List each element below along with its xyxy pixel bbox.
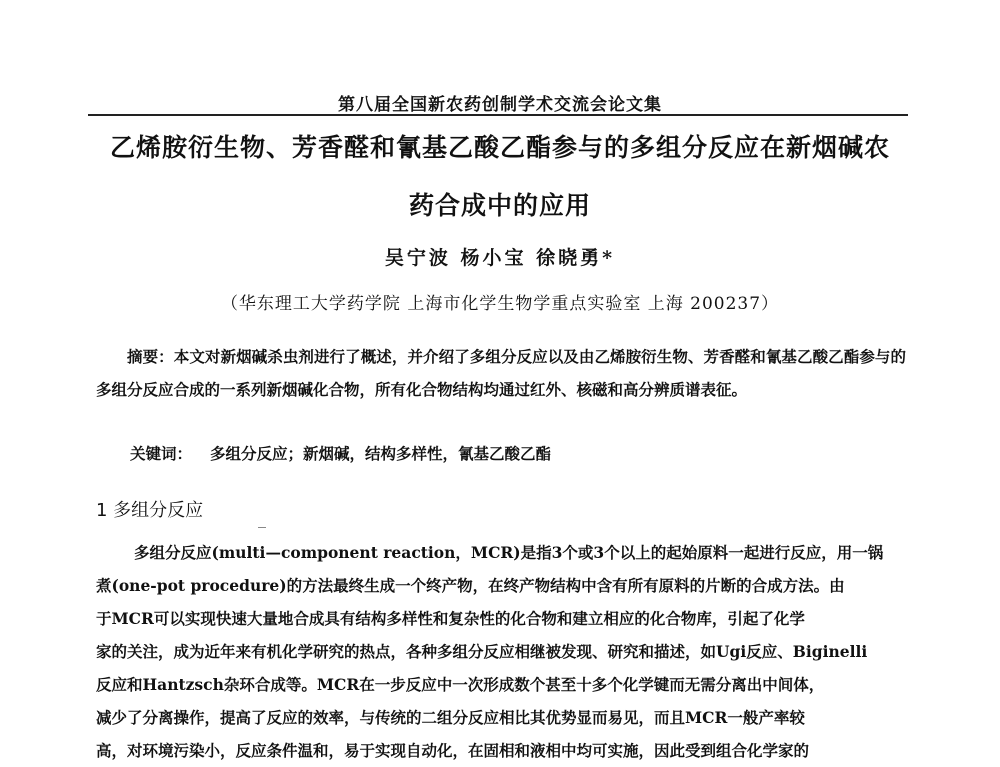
abstract: 摘要：本文对新烟碱杀虫剂进行了概述，并介绍了多组分反应以及由乙烯胺衍生物、芳香醛和氰基乙酸乙酯参与的多组分反应合成的一系列新烟碱化合物，所有化合物结构均通过红外、核磁和高分辨质谱表征。 — [96, 347, 906, 399]
section-heading: 1 多组分反应 — [96, 500, 204, 521]
affiliation: （华东理工大学药学院 上海市化学生物学重点实验室 上海 200237） — [220, 294, 780, 314]
paper-title-line-2: 药合成中的应用 — [408, 191, 591, 220]
body-line: 高，对环境污染小，反应条件温和，易于实现自动化，在固相和液相中均可实施，因此受到组合化学家的 — [96, 741, 810, 760]
header-rule — [88, 114, 908, 116]
running-header: 第八届全国新农药创制学术交流会论文集 — [338, 95, 662, 115]
section-body — [96, 536, 906, 767]
body-line: 多组分反应(multi—component reaction，MCR)是指3个或3个以上的起始原料一起进行反应，用一锅 — [134, 543, 884, 562]
keywords-terms: 多组分反应；新烟碱，结构多样性，氰基乙酸乙酯 — [210, 444, 552, 463]
body-line: 煮(one-pot procedure)的方法最终生成一个终产物，在终产物结构中含有所有原料的片断的合成方法。由 — [96, 576, 845, 595]
body-line: 减少了分离操作，提高了反应的效率，与传统的二组分反应相比其优势显而易见，而且MCR一般产率较 — [96, 708, 805, 727]
body-line: 反应和Hantzsch杂环合成等。MCR在一步反应中一次形成数个甚至十多个化学键而无需分离出中间体， — [96, 675, 825, 694]
body-line: 家的关注，成为近年来有机化学研究的热点，各种多组分反应相继被发现、研究和描述，如Ugi反应、Biginelli — [96, 642, 868, 661]
stray-mark — [258, 527, 266, 528]
body-line: 于MCR可以实现快速大量地合成具有结构多样性和复杂性的化合物和建立相应的化合物库，引起了化学 — [96, 609, 805, 628]
keywords — [130, 442, 551, 464]
paper-title-line-1: 乙烯胺衍生物、芳香醛和氰基乙酸乙酯参与的多组分反应在新烟碱农 — [109, 133, 890, 162]
keywords-label: 关键词： — [130, 444, 193, 463]
authors: 吴宁波 杨小宝 徐晓勇* — [384, 247, 616, 269]
